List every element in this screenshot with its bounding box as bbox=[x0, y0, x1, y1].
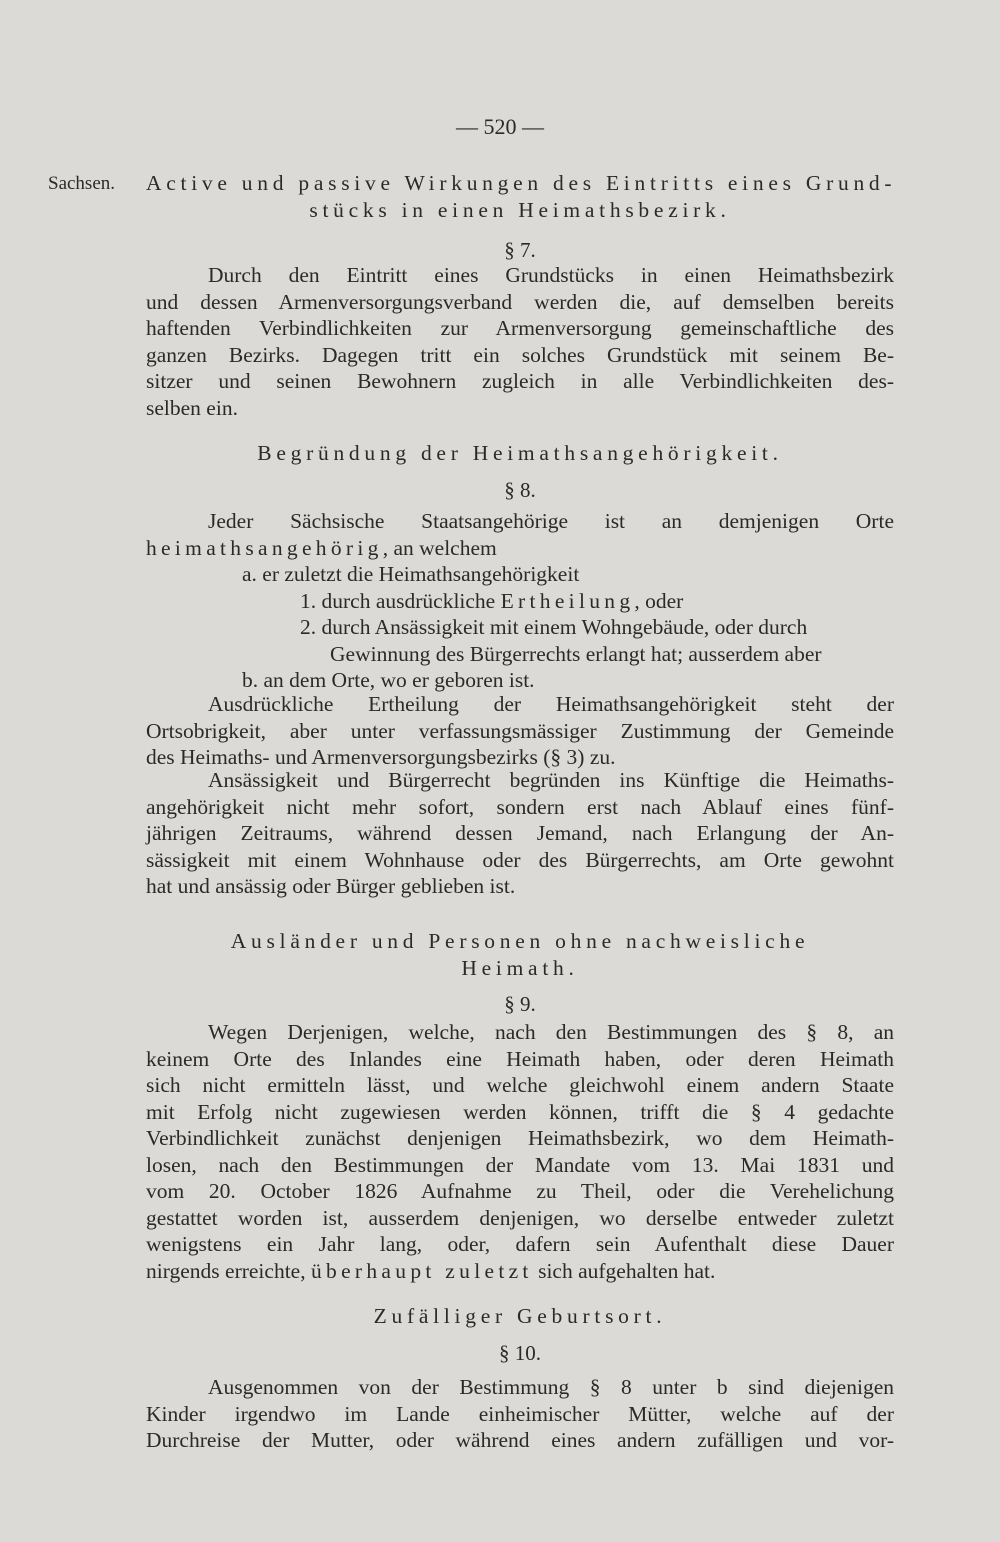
text-line: gestattet worden ist, ausserdem denjenigen, wo derselbe entweder zuletzt bbox=[146, 1205, 894, 1230]
text-line: Ortsobrigkeit, aber unter verfassungsmässiger Zustimmung der Gemeinde bbox=[146, 718, 894, 743]
text-line: selben ein. bbox=[146, 395, 238, 420]
text-line: Kinder irgendwo im Lande einheimischer Mütter, welche auf der bbox=[146, 1401, 894, 1426]
text-line: haftenden Verbindlichkeiten zur Armenversorgung gemeinschaftliche des bbox=[146, 316, 894, 340]
list-item-2-cont: Gewinnung des Bürgerrechts erlangt hat; ausserdem aber bbox=[330, 641, 822, 666]
text-line: Ansässigkeit und Bürgerrecht begründen ins Künftige die Heimaths- bbox=[208, 768, 894, 792]
text-line: Ausdrückliche Ertheilung der Heimathsangehörigkeit steht der bbox=[208, 692, 894, 716]
text-line: angehörigkeit nicht mehr sofort, sondern erst nach Ablauf eines fünf- bbox=[146, 794, 894, 819]
text-line: sich nicht ermitteln lässt, und welche gleichwohl einem andern Staate bbox=[146, 1073, 894, 1097]
section-mark-8: § 8. bbox=[504, 478, 536, 502]
heading-begruendung: Begründung der Heimathsangehörigkeit. bbox=[257, 441, 783, 465]
text-line: sitzer und seinen Bewohnern zugleich in alle Verbindlichkeiten des- bbox=[146, 369, 894, 393]
text-line: sässigkeit mit einem Wohnhause oder des Bürgerrechts, am Orte gewohnt bbox=[146, 847, 894, 872]
heading-auslaender bbox=[146, 928, 894, 982]
text-line: Verbindlichkeit zunächst denjenigen Heimathsbezirk, wo dem Heimath- bbox=[146, 1126, 894, 1150]
text-line: losen, nach den Bestimmungen der Mandate vom 13. Mai 1831 und bbox=[146, 1152, 894, 1177]
text-line: jährigen Zeitraums, während dessen Jemand, nach Erlangung der An- bbox=[146, 821, 894, 845]
heading-line: Active und passive Wirkungen des Eintritts eines Grund- bbox=[146, 171, 897, 195]
spaced-term: Ertheilung bbox=[500, 588, 635, 613]
heading-line: stücks in einen Heimathsbezirk. bbox=[309, 198, 731, 222]
heading-line: Ausländer und Personen ohne nachweisliche bbox=[230, 929, 810, 953]
text-line: Durch den Eintritt eines Grundstücks in einen Heimathsbezirk bbox=[208, 263, 894, 287]
text-line: Ausgenommen von der Bestimmung § 8 unter b sind diejenigen bbox=[208, 1375, 894, 1399]
heading-line: Heimath. bbox=[461, 956, 579, 980]
margin-note: Sachsen. bbox=[48, 173, 116, 194]
text-fragment: nirgends erreichte, bbox=[146, 1258, 306, 1283]
section-mark-10: § 10. bbox=[499, 1341, 541, 1365]
text-line: Jeder Sächsische Staatsangehörige ist an demjenigen Orte bbox=[208, 509, 894, 533]
section-mark-7: § 7. bbox=[504, 238, 536, 262]
text-fragment: , an welchem bbox=[382, 535, 497, 560]
list-item-b: b. an dem Orte, wo er geboren ist. bbox=[242, 668, 535, 692]
list-item-2: 2. durch Ansässigkeit mit einem Wohngebäude, oder durch bbox=[300, 615, 808, 639]
text-fragment: 1. durch ausdrückliche bbox=[300, 588, 496, 613]
text-line: ganzen Bezirks. Dagegen tritt ein solches Grundstück mit seinem Be- bbox=[146, 342, 894, 367]
text-fragment: sich aufgehalten hat. bbox=[538, 1258, 716, 1283]
text-line bbox=[146, 535, 894, 562]
text-line bbox=[146, 1258, 894, 1285]
text-line: Durchreise der Mutter, oder während eines andern zufälligen und vor- bbox=[146, 1428, 894, 1452]
list-item-1 bbox=[146, 588, 894, 615]
heading-zufaelliger-geburtsort: Zufälliger Geburtsort. bbox=[373, 1304, 667, 1328]
text-line: mit Erfolg nicht zugewiesen werden können, trifft die § 4 gedachte bbox=[146, 1099, 894, 1124]
paragraph-7 bbox=[146, 262, 894, 421]
paragraph-8-ertheilung bbox=[146, 691, 894, 771]
heading-active-passive bbox=[146, 170, 897, 224]
text-line: und dessen Armenversorgungsverband werden die, auf demselben bereits bbox=[146, 289, 894, 314]
page-number: — 520 — bbox=[456, 114, 544, 139]
paragraph-8 bbox=[146, 508, 894, 694]
paragraph-9 bbox=[146, 1019, 894, 1284]
paragraph-10 bbox=[146, 1374, 894, 1454]
text-line: hat und ansässig oder Bürger geblieben ist. bbox=[146, 874, 516, 898]
spaced-term: heimathsangehörig bbox=[146, 535, 383, 560]
paragraph-8-ansaessigkeit bbox=[146, 767, 894, 900]
text-line: keinem Orte des Inlandes eine Heimath haben, oder deren Heimath bbox=[146, 1046, 894, 1071]
text-line: Wegen Derjenigen, welche, nach den Bestimmungen des § 8, an bbox=[208, 1020, 894, 1044]
text-fragment: , oder bbox=[634, 588, 684, 613]
text-line: wenigstens ein Jahr lang, oder, dafern sein Aufenthalt diese Dauer bbox=[146, 1232, 894, 1256]
spaced-term: überhaupt zuletzt bbox=[310, 1258, 533, 1283]
list-item-a: a. er zuletzt die Heimathsangehörigkeit bbox=[242, 562, 580, 586]
section-mark-9: § 9. bbox=[504, 992, 536, 1016]
text-line: vom 20. October 1826 Aufnahme zu Theil, oder die Verehelichung bbox=[146, 1179, 894, 1203]
text-line: des Heimaths- und Armenversorgungsbezirks (§ 3) zu. bbox=[146, 745, 616, 769]
